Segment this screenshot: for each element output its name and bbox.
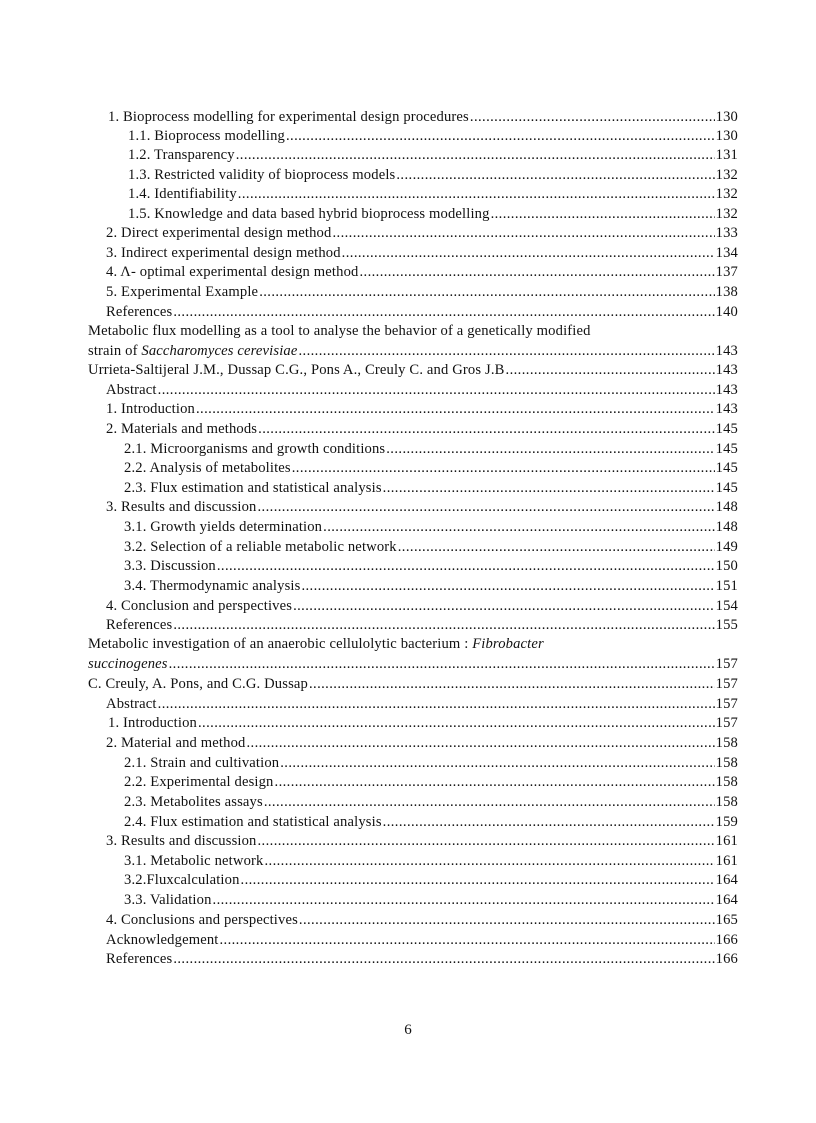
- toc-entry-page: 164: [715, 872, 738, 888]
- toc-entry-page: 143: [715, 362, 738, 378]
- toc-entry-title: 2.4. Flux estimation and statistical analysis: [124, 814, 382, 830]
- toc-entry: [88, 341, 738, 361]
- toc-entry-title: 2.2. Analysis of metabolites: [124, 460, 291, 476]
- toc-entry-page: 145: [715, 460, 738, 476]
- toc-entry-title: 3.3. Validation: [124, 892, 212, 908]
- toc-entry-page: 138: [715, 284, 738, 300]
- dot-leader: [173, 302, 714, 322]
- toc-entry-page: 150: [715, 558, 738, 574]
- toc-entry: [124, 851, 738, 871]
- toc-entry-page: 132: [715, 167, 738, 183]
- toc-entry: [106, 302, 738, 322]
- toc-entry-title: Metabolic investigation of an anaerobic cellulolytic bacterium : Fibrobacter: [88, 636, 544, 652]
- toc-entry-title: 2. Material and method: [106, 735, 246, 751]
- toc-entry-title: 3. Results and discussion: [106, 833, 257, 849]
- toc-entry-page: 149: [715, 539, 738, 555]
- toc-entry: [88, 674, 738, 694]
- dot-leader: [196, 399, 715, 419]
- toc-entry-page: 154: [715, 598, 738, 614]
- dot-leader: [173, 949, 714, 969]
- toc-entry-page: 151: [715, 578, 738, 594]
- toc-entry-title: strain of Saccharomyces cerevisiae: [88, 343, 298, 359]
- toc-entry-title: Acknowledgement: [106, 932, 219, 948]
- toc-entry-title: References: [106, 951, 173, 967]
- toc-entry-page: 157: [715, 676, 738, 692]
- dot-leader: [158, 694, 715, 714]
- toc-entry: [124, 556, 738, 576]
- toc-entry-title: References: [106, 617, 173, 633]
- toc-entry: [124, 439, 738, 459]
- toc-entry: [128, 126, 738, 146]
- toc-entry-title: 3.1. Growth yields determination: [124, 519, 323, 535]
- toc-entry: [88, 321, 738, 341]
- toc-entry-title: 4. Conclusions and perspectives: [106, 912, 298, 928]
- toc-entry: [106, 615, 738, 635]
- toc-entry-title: 3.1. Metabolic network: [124, 853, 264, 869]
- dot-leader: [213, 890, 715, 910]
- toc-entry-page: 143: [715, 382, 738, 398]
- toc-entry-page: 130: [715, 128, 738, 144]
- toc-entry: [106, 262, 738, 282]
- toc-entry: [106, 930, 738, 950]
- dot-leader: [359, 262, 714, 282]
- toc-entry: [124, 812, 738, 832]
- dot-leader: [292, 458, 715, 478]
- dot-leader: [246, 733, 714, 753]
- toc-entry-title: succinogenes: [88, 656, 168, 672]
- toc-entry-title: 5. Experimental Example: [106, 284, 259, 300]
- dot-leader: [383, 478, 715, 498]
- toc-entry-title: 4. Conclusion and perspectives: [106, 598, 293, 614]
- dot-leader: [259, 282, 714, 302]
- toc-entry-page: 161: [715, 833, 738, 849]
- toc-entry-page: 158: [715, 735, 738, 751]
- toc-entry: [128, 204, 738, 224]
- dot-leader: [398, 537, 715, 557]
- toc-entry: [128, 145, 738, 165]
- toc-entry-title: 1.5. Knowledge and data based hybrid bioprocess modelling: [128, 206, 490, 222]
- toc-entry: [106, 831, 738, 851]
- toc-entry-page: 131: [715, 147, 738, 163]
- toc-entry-title: Abstract: [106, 696, 157, 712]
- toc-entry-title: 1.3. Restricted validity of bioprocess models: [128, 167, 396, 183]
- toc-entry-page: 157: [715, 656, 738, 672]
- dot-leader: [309, 674, 715, 694]
- toc-entry-title: References: [106, 304, 173, 320]
- toc-entry-title: 2.3. Flux estimation and statistical analysis: [124, 480, 382, 496]
- dot-leader: [173, 615, 714, 635]
- toc-entry: [106, 419, 738, 439]
- toc-entry-page: 166: [715, 932, 738, 948]
- toc-entry: [106, 497, 738, 517]
- toc-entry-title: 2.2. Experimental design: [124, 774, 274, 790]
- dot-leader: [293, 596, 715, 616]
- toc-entry: [124, 890, 738, 910]
- toc-entry-page: 159: [715, 814, 738, 830]
- dot-leader: [236, 145, 715, 165]
- toc-entry: [128, 184, 738, 204]
- toc-entry-page: 164: [715, 892, 738, 908]
- toc-entry-page: 140: [715, 304, 738, 320]
- toc-entry: [124, 537, 738, 557]
- toc-entry: [124, 458, 738, 478]
- toc-entry: [124, 753, 738, 773]
- toc-entry-title: 1. Introduction: [108, 715, 197, 731]
- toc-entry: [106, 223, 738, 243]
- toc-entry-page: 165: [715, 912, 738, 928]
- toc-entry-title: 3.3. Discussion: [124, 558, 216, 574]
- toc-entry: [88, 634, 738, 654]
- toc-entry-page: 143: [715, 343, 738, 359]
- toc-entry: [106, 596, 738, 616]
- dot-leader: [332, 223, 714, 243]
- toc-entry: [108, 107, 738, 127]
- toc-entry-page: 148: [715, 499, 738, 515]
- toc-entry-title: Urrieta-Saltijeral J.M., Dussap C.G., Pons A., Creuly C. and Gros J.B: [88, 362, 505, 378]
- dot-leader: [491, 204, 715, 224]
- toc-entry: [124, 792, 738, 812]
- dot-leader: [323, 517, 715, 537]
- dot-leader: [275, 772, 715, 792]
- toc-entry-page: 130: [715, 109, 738, 125]
- toc-entry: [124, 772, 738, 792]
- toc-entry-title: 3.2.Fluxcalculation: [124, 872, 240, 888]
- toc-entry: [88, 360, 738, 380]
- dot-leader: [280, 753, 714, 773]
- toc-entry-title: 1. Introduction: [106, 401, 195, 417]
- toc-entry: [106, 243, 738, 263]
- toc-entry: [124, 870, 738, 890]
- toc-entry-page: 134: [715, 245, 738, 261]
- toc-entry-title: 2. Direct experimental design method: [106, 225, 332, 241]
- toc-entry: [124, 517, 738, 537]
- dot-leader: [198, 713, 715, 733]
- dot-leader: [169, 654, 715, 674]
- dot-leader: [258, 831, 715, 851]
- toc-entry: [106, 694, 738, 714]
- toc-entry-title: 3. Indirect experimental design method: [106, 245, 341, 261]
- dot-leader: [241, 870, 715, 890]
- dot-leader: [298, 341, 714, 361]
- toc-entry-title: 1. Bioprocess modelling for experimental design procedures: [108, 109, 469, 125]
- dot-leader: [396, 165, 714, 185]
- toc-entry: [106, 733, 738, 753]
- page-number: 6: [404, 1022, 412, 1038]
- toc-entry-page: 161: [715, 853, 738, 869]
- toc-entry-title: 3. Results and discussion: [106, 499, 257, 515]
- toc-entry-title: Metabolic flux modelling as a tool to analyse the behavior of a genetically modified: [88, 323, 591, 339]
- toc-entry-page: 133: [715, 225, 738, 241]
- toc-entry-title: Abstract: [106, 382, 157, 398]
- dot-leader: [383, 812, 715, 832]
- toc-entry: [124, 478, 738, 498]
- toc-entry-title: 1.1. Bioprocess modelling: [128, 128, 285, 144]
- dot-leader: [238, 184, 715, 204]
- dot-leader: [286, 126, 715, 146]
- toc-entry-page: 143: [715, 401, 738, 417]
- toc-entry-title: 2.1. Strain and cultivation: [124, 755, 280, 771]
- toc-entry-title: 3.2. Selection of a reliable metabolic network: [124, 539, 397, 555]
- toc-entry-title: 2. Materials and methods: [106, 421, 258, 437]
- toc-entry-page: 148: [715, 519, 738, 535]
- dot-leader: [219, 930, 714, 950]
- dot-leader: [258, 497, 715, 517]
- toc-entry-page: 137: [715, 264, 738, 280]
- toc-entry-title: 1.2. Transparency: [128, 147, 235, 163]
- dot-leader: [342, 243, 715, 263]
- dot-leader: [264, 792, 715, 812]
- dot-leader: [301, 576, 714, 596]
- dot-leader: [470, 107, 715, 127]
- toc-entry-page: 157: [715, 696, 738, 712]
- dot-leader: [258, 419, 715, 439]
- toc-entry-page: 158: [715, 794, 738, 810]
- dot-leader: [506, 360, 715, 380]
- toc-entry: [108, 713, 738, 733]
- toc-entry: [128, 165, 738, 185]
- toc-entry-page: 158: [715, 774, 738, 790]
- toc-entry-title: 4. Λ- optimal experimental design method: [106, 264, 359, 280]
- toc-entry-title: 2.1. Microorganisms and growth conditions: [124, 441, 386, 457]
- toc-entry-title: C. Creuly, A. Pons, and C.G. Dussap: [88, 676, 308, 692]
- toc-entry-page: 132: [715, 186, 738, 202]
- dot-leader: [264, 851, 714, 871]
- toc-entry-page: 166: [715, 951, 738, 967]
- toc-entry-page: 145: [715, 480, 738, 496]
- toc-entry-page: 145: [715, 441, 738, 457]
- toc-entry: [106, 380, 738, 400]
- toc-entry-page: 145: [715, 421, 738, 437]
- toc-entry-page: 157: [715, 715, 738, 731]
- dot-leader: [386, 439, 714, 459]
- toc-entry: [88, 654, 738, 674]
- toc-entry: [106, 949, 738, 969]
- toc-entry: [106, 282, 738, 302]
- toc-entry-page: 132: [715, 206, 738, 222]
- toc-entry-title: 3.4. Thermodynamic analysis: [124, 578, 301, 594]
- toc-entry: [106, 399, 738, 419]
- toc-entry-title: 1.4. Identifiability: [128, 186, 237, 202]
- toc-entry: [106, 910, 738, 930]
- toc-entry-title: 2.3. Metabolites assays: [124, 794, 263, 810]
- toc-entry-page: 158: [715, 755, 738, 771]
- dot-leader: [158, 380, 715, 400]
- dot-leader: [299, 910, 715, 930]
- toc-entry-page: 155: [715, 617, 738, 633]
- toc-entry: [124, 576, 738, 596]
- dot-leader: [217, 556, 715, 576]
